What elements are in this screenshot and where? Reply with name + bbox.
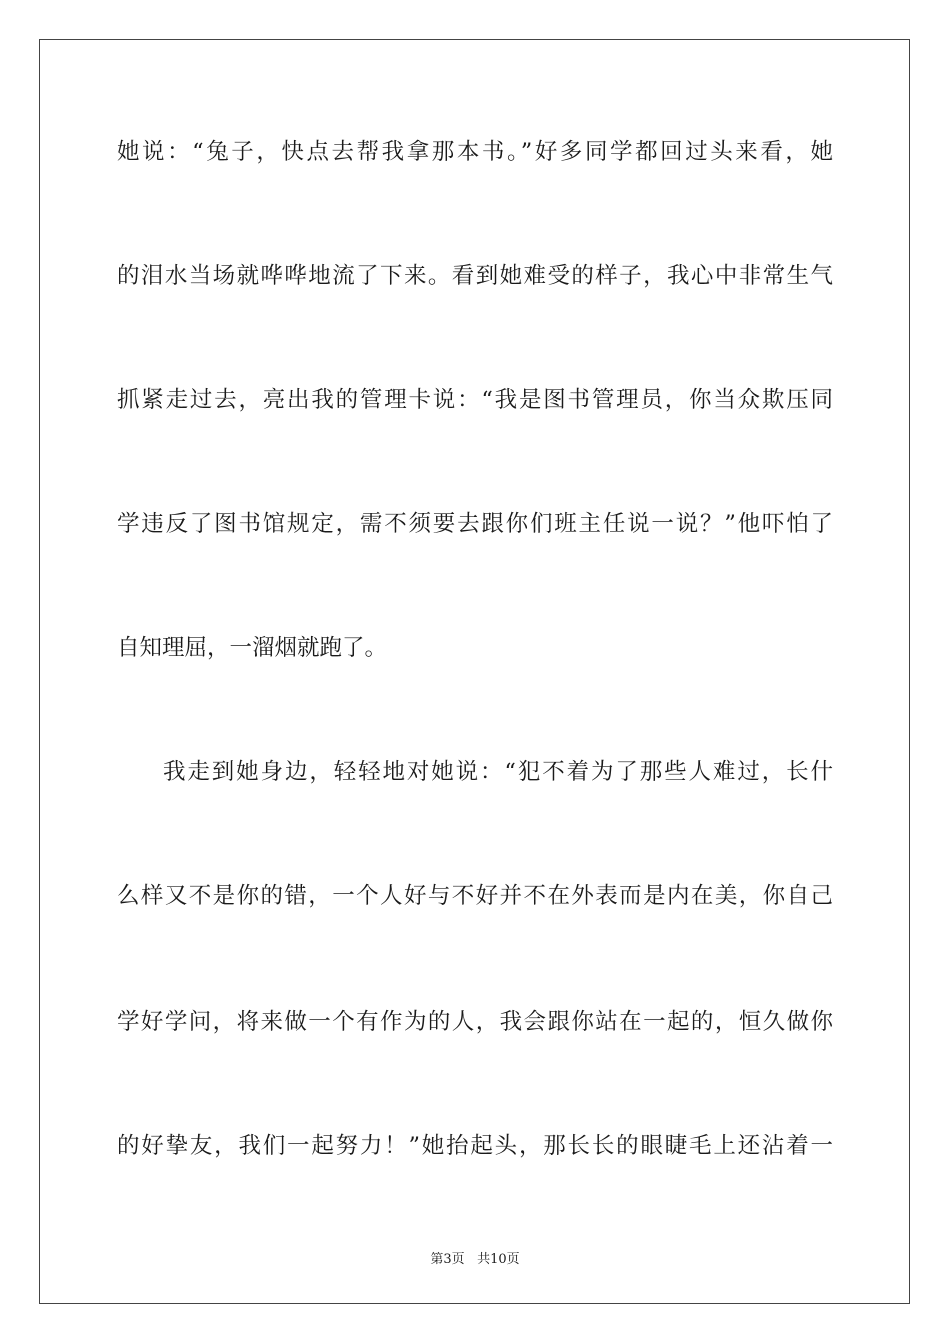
page-footer [0,1248,950,1267]
text-line-6: 我走到她身边，轻轻地对她说：“犯不着为了那些人难过，长什 [163,759,833,785]
text-line-2: 的泪水当场就哗哗地流了下来。看到她难受的样子，我心中非常生气 [117,263,833,289]
text-line-8: 学好学问，将来做一个有作为的人，我会跟你站在一起的，恒久做你 [117,1009,833,1035]
text-line-5: 自知理屈，一溜烟就跑了。 [117,635,388,661]
text-line-7: 么样又不是你的错，一个人好与不好并不在外表而是内在美，你自己 [117,883,833,909]
text-line-3: 抓紧走过去，亮出我的管理卡说：“我是图书管理员，你当众欺压同 [117,387,833,413]
page-border [39,39,910,1304]
page-number: 第3页 [430,1252,465,1267]
text-line-1: 她说：“兔子，快点去帮我拿那本书。”好多同学都回过头来看，她 [117,139,833,165]
text-line-9: 的好挚友，我们一起努力！”她抬起头，那长长的眼睫毛上还沾着一 [117,1133,833,1159]
page-total: 共10页 [477,1252,520,1267]
text-line-4: 学违反了图书馆规定，需不须要去跟你们班主任说一说？”他吓怕了 [117,511,833,537]
